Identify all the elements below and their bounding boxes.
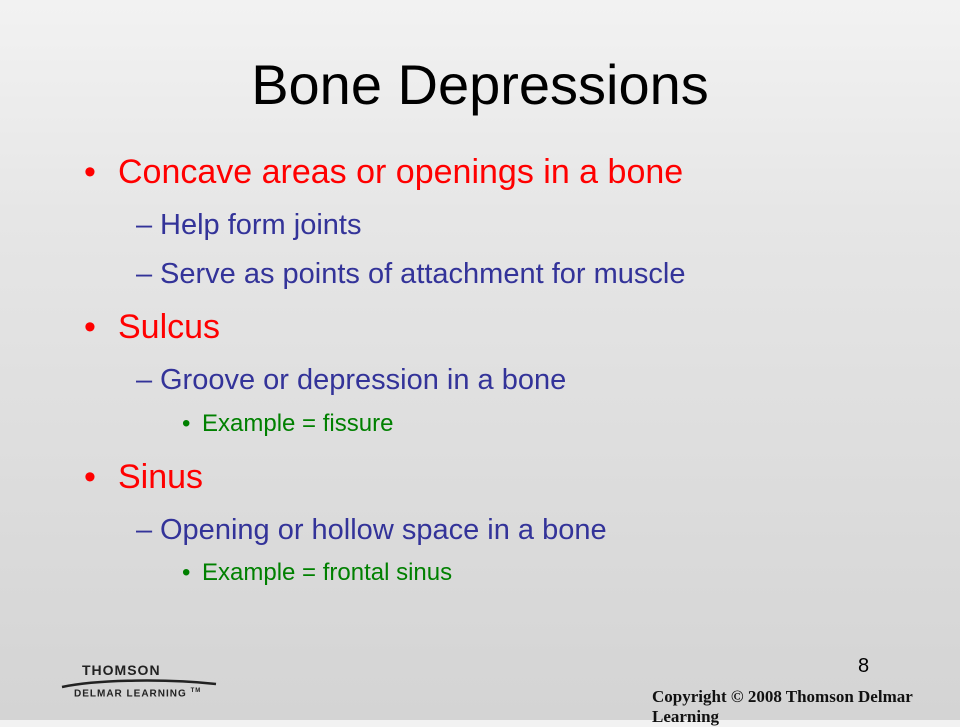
bullet-marker: •: [84, 308, 96, 346]
page-number: 8: [858, 655, 870, 677]
bullet-item: [84, 152, 684, 192]
logo-wordmark-delmar: [74, 688, 201, 699]
bullet-item: [84, 457, 204, 497]
bullet-text: Concave areas or openings in a bone: [118, 153, 684, 191]
bullet-text: Opening or hollow space in a bone: [160, 514, 607, 546]
dash-marker: –: [136, 514, 153, 546]
sub-bullet-item: [136, 512, 607, 548]
sub-bullet-item: [136, 207, 362, 243]
logo-wordmark-thomson: THOMSON: [82, 662, 161, 678]
dash-marker: –: [136, 258, 153, 290]
bullet-text: Groove or depression in a bone: [160, 364, 567, 396]
bullet-text: Sinus: [118, 458, 204, 496]
bullet-marker: •: [84, 153, 96, 191]
bullet-item: [84, 307, 221, 347]
bullet-marker: •: [84, 458, 96, 496]
bullet-text: Sulcus: [118, 308, 221, 346]
dash-marker: –: [136, 209, 153, 241]
bullet-text: Serve as points of attachment for muscle: [160, 258, 686, 290]
sub-bullet-item: [136, 256, 686, 292]
bullet-text: Help form joints: [160, 209, 362, 241]
logo-wordmark-delmar-text: DELMAR LEARNING: [74, 688, 187, 700]
sub-sub-bullet-item: [182, 558, 453, 588]
dash-marker: –: [136, 364, 153, 396]
slide-title: Bone Depressions: [251, 53, 709, 116]
copyright-notice: Copyright © 2008 Thomson Delmar Learning: [652, 687, 913, 726]
logo-trademark: TM: [190, 688, 202, 694]
bullet-marker: •: [182, 410, 191, 437]
sub-sub-bullet-item: [182, 409, 394, 439]
sub-bullet-item: [136, 362, 567, 398]
bullet-text: Example = frontal sinus: [202, 559, 453, 586]
bullet-marker: •: [182, 559, 191, 586]
thomson-delmar-logo: [60, 660, 270, 710]
bullet-text: Example = fissure: [202, 410, 394, 437]
